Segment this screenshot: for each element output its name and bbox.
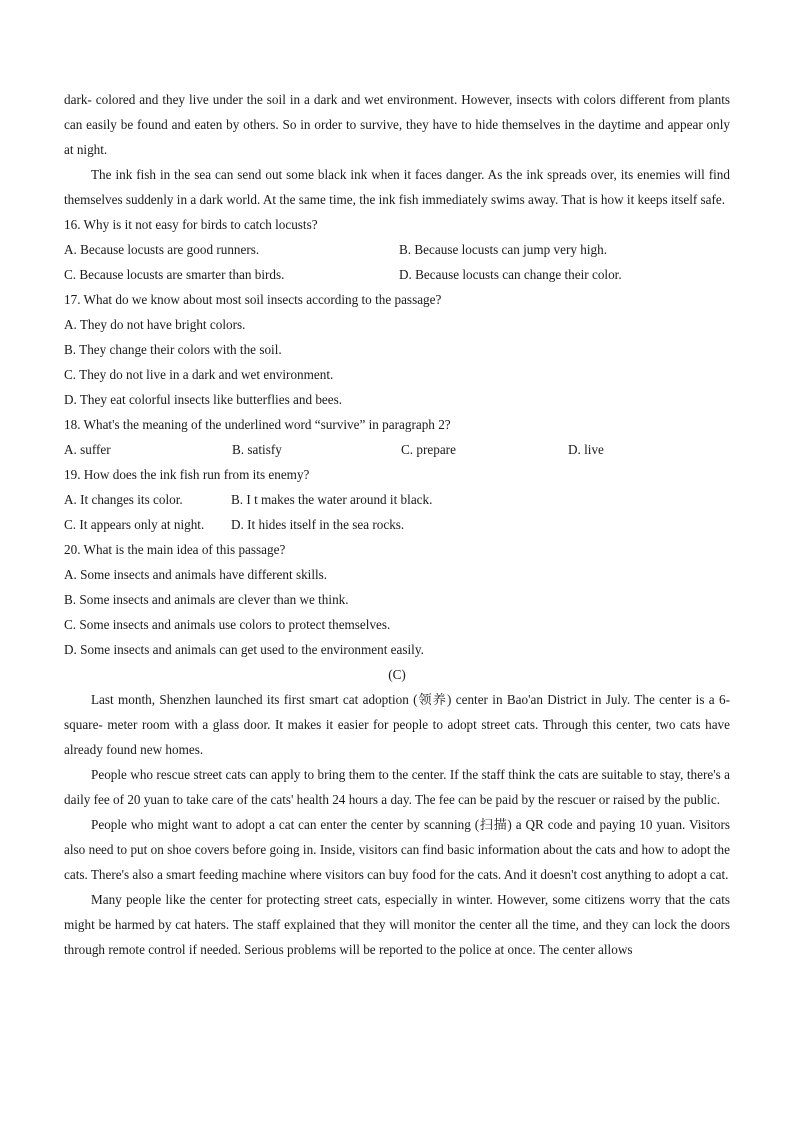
question-18-option-a: A. suffer	[64, 442, 111, 457]
question-17-option-c: C. They do not live in a dark and wet environment.	[64, 367, 334, 382]
question-17-option-b: B. They change their colors with the soil.	[64, 342, 282, 357]
question-17-option-d: D. They eat colorful insects like butterflies and bees.	[64, 392, 343, 407]
question-16-option-c: C. Because locusts are smarter than birds.	[64, 267, 285, 282]
exam-page	[64, 87, 730, 962]
passage-b-paragraph-tail: dark- colored and they live under the soil in a dark and wet environment. However, insects with colors different from plants can easily be found and eaten by others. So in order to survive, they have to hide themselves in the daytime and appear only at night.	[64, 92, 730, 157]
question-19-option-c: C. It appears only at night.	[64, 517, 205, 532]
question-19-option-d: D. It hides itself in the sea rocks.	[231, 517, 405, 532]
question-16-options-row-2	[64, 262, 730, 287]
question-19-options-row-2	[64, 512, 730, 537]
question-16-stem: 16. Why is it not easy for birds to catch locusts?	[64, 217, 318, 232]
passage-b-paragraph-ink-fish: The ink fish in the sea can send out some black ink when it faces danger. As the ink spreads over, its enemies will find themselves suddenly in a dark world. At the same time, the ink fish immediately swims away. That is how it keeps itself safe.	[64, 167, 730, 207]
passage-c-paragraph-4: Many people like the center for protecting street cats, especially in winter. However, some citizens worry that the cats might be harmed by cat haters. The staff explained that they will monitor the center all the time, and they can lock the doors through remote control if needed. Serious problems will be reported to the police at once. The center allows	[64, 892, 730, 957]
question-18-option-b: B. satisfy	[232, 442, 282, 457]
question-20-option-d: D. Some insects and animals can get used to the environment easily.	[64, 642, 424, 657]
question-16-option-a: A. Because locusts are good runners.	[64, 242, 260, 257]
question-19-option-a: A. It changes its color.	[64, 492, 183, 507]
question-19-options-row-1	[64, 487, 730, 512]
question-16-option-b: B. Because locusts can jump very high.	[399, 242, 608, 257]
question-19-stem: 19. How does the ink fish run from its enemy?	[64, 467, 310, 482]
passage-c-paragraph-3: People who might want to adopt a cat can enter the center by scanning (扫描) a QR code and paying 10 yuan. Visitors also need to put on shoe covers before going in. Inside, visitors can find basic information about the cats and how to adopt the cats. There's also a smart feeding machine where visitors can buy food for the cats. And it doesn't cost anything to adopt a cat.	[64, 817, 730, 882]
question-20-stem: 20. What is the main idea of this passage?	[64, 542, 286, 557]
question-17-stem: 17. What do we know about most soil insects according to the passage?	[64, 292, 442, 307]
question-18-stem: 18. What's the meaning of the underlined word “survive” in paragraph 2?	[64, 417, 451, 432]
question-18-option-c: C. prepare	[401, 442, 456, 457]
question-20-option-a: A. Some insects and animals have different skills.	[64, 567, 328, 582]
question-20-option-b: B. Some insects and animals are clever than we think.	[64, 592, 349, 607]
question-16-option-d: D. Because locusts can change their color.	[399, 267, 622, 282]
passage-c-paragraph-1: Last month, Shenzhen launched its first smart cat adoption (领养) center in Bao'an District in July. The center is a 6- square- meter room with a glass door. It makes it easier for people to adopt street cats. Through this center, two cats have already found new homes.	[64, 692, 730, 757]
question-17-option-a: A. They do not have bright colors.	[64, 317, 246, 332]
passage-c-paragraph-2: People who rescue street cats can apply to bring them to the center. If the staff think the cats are suitable to stay, there's a daily fee of 20 yuan to take care of the cats' health 24 hours a day. The fee can be paid by the rescuer or raised by the public.	[64, 767, 730, 807]
passage-c-heading: (C)	[388, 667, 406, 682]
question-18-option-d: D. live	[568, 442, 604, 457]
question-20-option-c: C. Some insects and animals use colors to protect themselves.	[64, 617, 391, 632]
question-19-option-b: B. I t makes the water around it black.	[231, 492, 433, 507]
question-16-options-row-1	[64, 237, 730, 262]
question-18-options-row	[64, 437, 730, 462]
